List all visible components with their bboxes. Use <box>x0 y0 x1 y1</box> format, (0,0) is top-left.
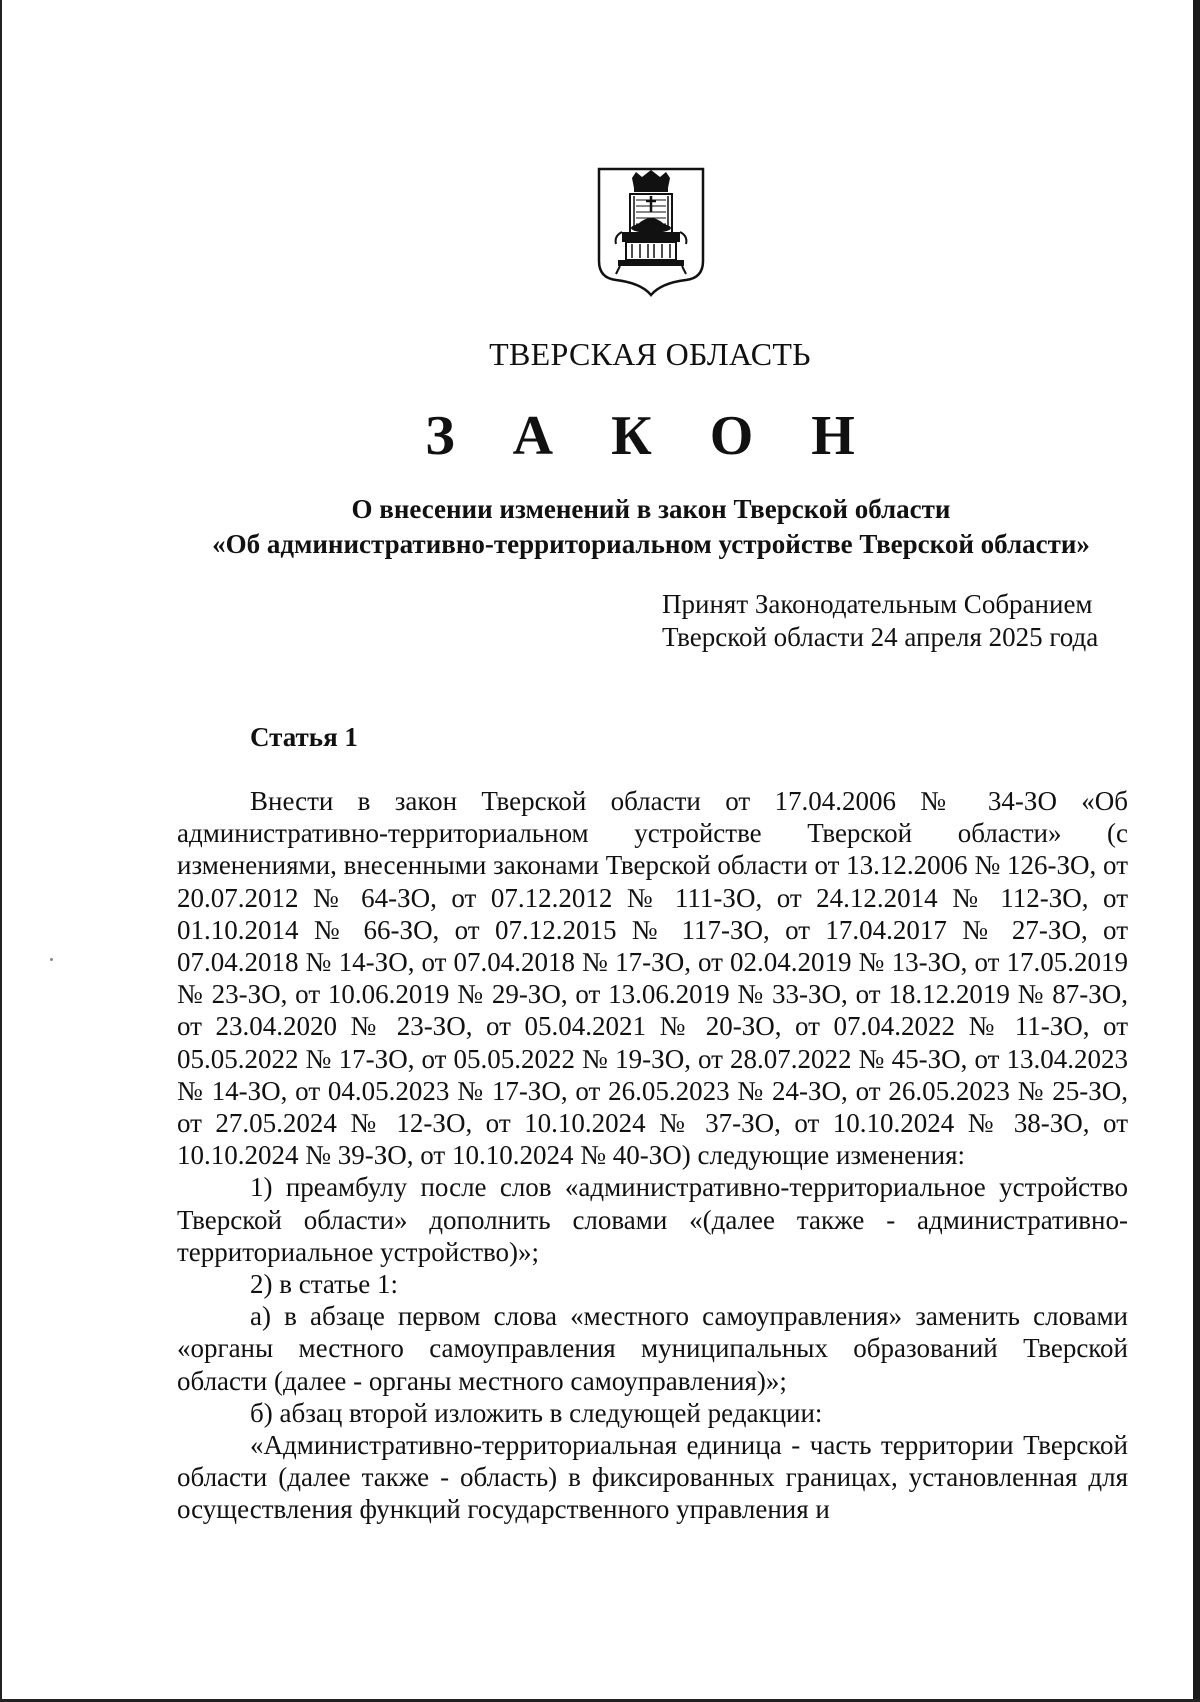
scan-edge-right <box>1193 0 1200 1702</box>
law-subject <box>0 492 1200 562</box>
article-paragraph: «Административно-территориальная единица - часть территории Тверской области (далее также - область) в фиксированных границах, установленная для осуществления функций государственного управления и <box>177 1430 1128 1525</box>
scan-speck <box>50 958 53 961</box>
article-paragraph: 2) в статье 1: <box>250 1269 398 1300</box>
article-body <box>177 785 1128 1526</box>
tver-oblast-coat-of-arms-icon <box>596 166 706 298</box>
scan-edge-left <box>0 0 2 1702</box>
article-heading: Статья 1 <box>250 722 358 752</box>
article-paragraph: а) в абзаце первом слова «местного самоуправления» заменить словами «органы местного самоуправления муниципальных образований Тверской области (далее - органы местного самоуправления)»; <box>177 1301 1128 1396</box>
law-subject-line-1: О внесении изменений в закон Тверской области <box>351 494 951 524</box>
document-type-title: З А К О Н <box>425 405 877 467</box>
adoption-line-2: Тверской области 24 апреля 2025 года <box>662 622 1099 652</box>
region-name: ТВЕРСКАЯ ОБЛАСТЬ <box>489 336 811 372</box>
article-paragraph: Внести в закон Тверской области от 17.04.2006 № 34-ЗО «Об административно-территориальном устройстве Тверской области» (с изменениями, внесенными законами Тверской области от 13.12.2006 № 126-ЗО, от 20.07.2012 № 64-ЗО, от 07.12.2012 № 111-ЗО, от 24.12.2014 № 112-ЗО, от 01.10.2014 № 66-ЗО, от 07.12.2015 № 117-ЗО, от 17.04.2017 № 27-ЗО, от 07.04.2018 № 14-ЗО, от 07.04.2018 № 17-ЗО, от 02.04.2019 № 13-ЗО, от 17.05.2019 № 23-ЗО, от 10.06.2019 № 29-ЗО, от 13.06.2019 № 33-ЗО, от 18.12.2019 № 87-ЗО, от 23.04.2020 № 23-ЗО, от 05.04.2021 № 20-ЗО, от 07.04.2022 № 11-ЗО, от 05.05.2022 № 17-ЗО, от 05.05.2022 № 19-ЗО, от 28.07.2022 № 45-ЗО, от 13.04.2023 № 14-ЗО, от 04.05.2023 № 17-ЗО, от 26.05.2023 № 24-ЗО, от 26.05.2023 № 25-ЗО, от 27.05.2024 № 12-ЗО, от 10.10.2024 № 37-ЗО, от 10.10.2024 № 38-ЗО, от 10.10.2024 № 39-ЗО, от 10.10.2024 № 40-ЗО) следующие изменения: <box>177 786 1128 1171</box>
adoption-note <box>662 588 1098 654</box>
adoption-line-1: Принят Законодательным Собранием <box>662 589 1093 619</box>
article-paragraph: б) абзац второй изложить в следующей редакции: <box>250 1397 823 1428</box>
law-subject-line-2: «Об административно-территориальном устройстве Тверской области» <box>212 529 1090 559</box>
article-paragraph: 1) преамбулу после слов «административно-территориальное устройство Тверской области» дополнить словами «(далее также - административно-территориальное устройство)»; <box>177 1172 1128 1267</box>
